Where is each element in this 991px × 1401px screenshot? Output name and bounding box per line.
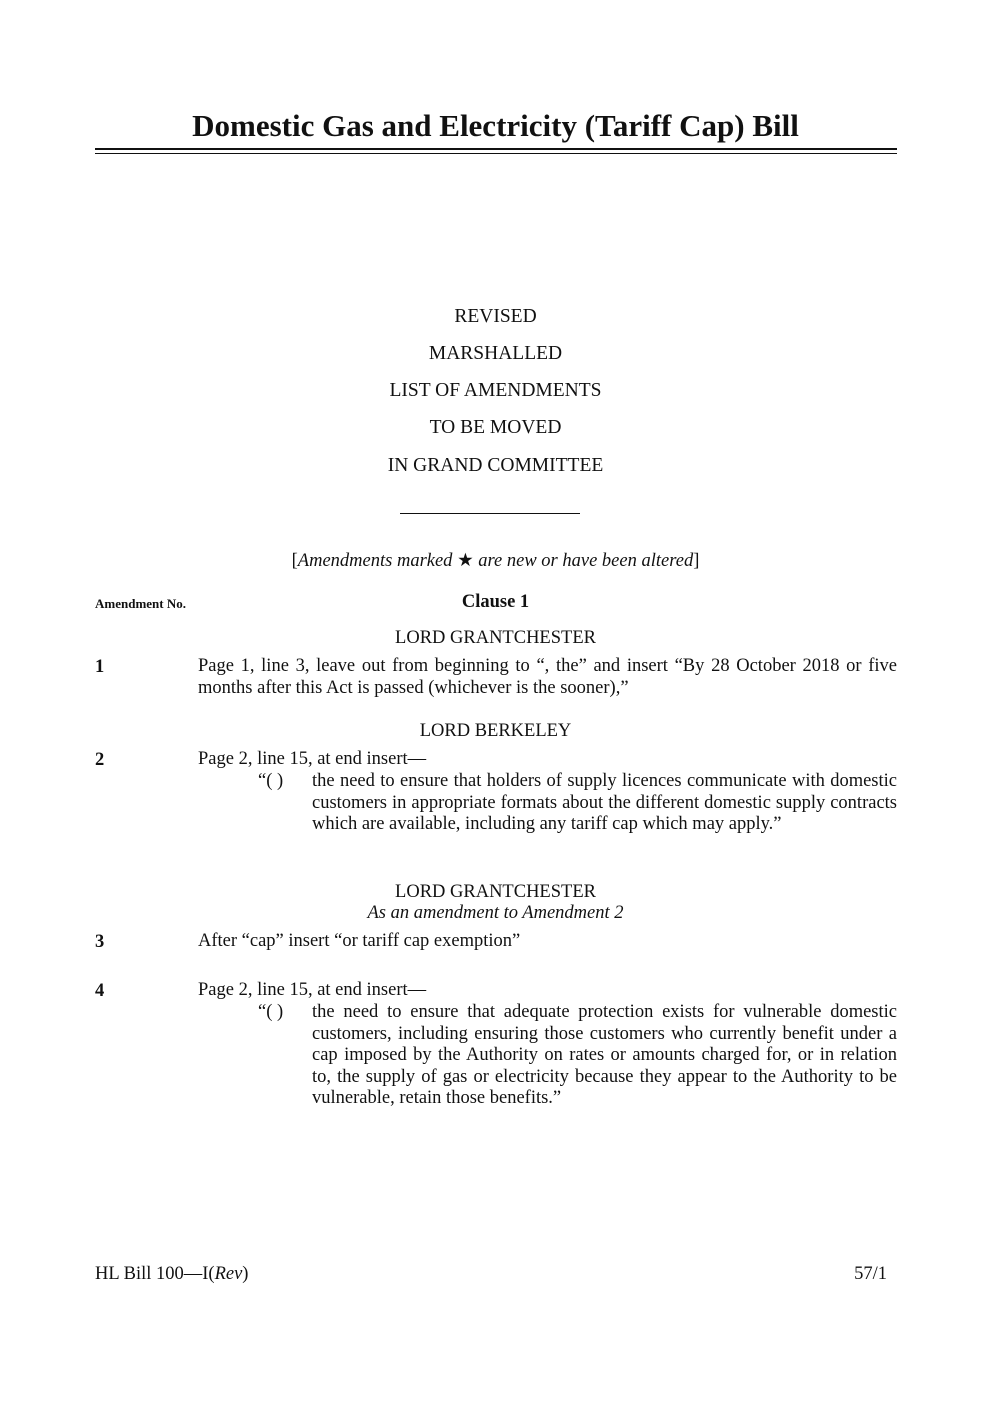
title-rule bbox=[95, 153, 897, 154]
amendment-text: After “cap” insert “or tariff cap exemption” bbox=[198, 931, 521, 951]
heading-line: MARSHALLED bbox=[428, 343, 563, 364]
heading-line: REVISED bbox=[454, 306, 537, 327]
mover-name: LORD BERKELEY bbox=[419, 721, 572, 741]
mover-name: LORD GRANTCHESTER bbox=[395, 882, 596, 902]
bill-reference: HL Bill 100—I(Rev) bbox=[95, 1264, 249, 1284]
amendment-text: Page 2, line 15, at end insert— bbox=[198, 980, 427, 1000]
divider bbox=[400, 513, 580, 514]
amendments-note: [Amendments marked ★ are new or have been altered] bbox=[291, 551, 700, 571]
clause-heading: Clause 1 bbox=[461, 592, 530, 612]
amendment-number: 4 bbox=[95, 981, 105, 1001]
mover-name: LORD GRANTCHESTER bbox=[395, 628, 596, 648]
amendment-no-label: Amendment No. bbox=[95, 596, 186, 611]
amendment-number: 1 bbox=[95, 657, 105, 677]
heading-line: LIST OF AMENDMENTS bbox=[389, 380, 602, 401]
heading-line: TO BE MOVED bbox=[429, 417, 562, 438]
bill-title: Domestic Gas and Electricity (Tariff Cap) Bill bbox=[192, 108, 799, 143]
amendment-text: Page 1, line 3, leave out from beginning to “, the” and insert “By 28 October 2018 or five months after this Act is passed (whichever is the sooner),” bbox=[198, 656, 897, 698]
page-number: 57/1 bbox=[854, 1264, 887, 1284]
amendment-number: 3 bbox=[95, 932, 105, 952]
amendment-number: 2 bbox=[95, 750, 105, 770]
inserted-text: “( ) the need to ensure that holders of supply licences communicate with domestic customers in appropriate formats about the different domestic supply contracts which are available, including any tariff cap which may apply.” bbox=[258, 771, 897, 834]
amendment-text: Page 2, line 15, at end insert— bbox=[198, 749, 427, 769]
star-icon: ★ bbox=[457, 551, 474, 571]
inserted-text: “( ) the need to ensure that adequate protection exists for vulnerable domestic customers, including ensuring those customers who currently benefit under a cap imposed by the Authority on rates or amounts charged for, or in relation to, the supply of gas or electricity because they appear to the Authority to be vulnerable, retain those benefits.” bbox=[258, 1002, 897, 1108]
mover-subtitle: As an amendment to Amendment 2 bbox=[367, 903, 624, 923]
heading-line: IN GRAND COMMITTEE bbox=[387, 455, 604, 476]
title-rule bbox=[95, 148, 897, 150]
